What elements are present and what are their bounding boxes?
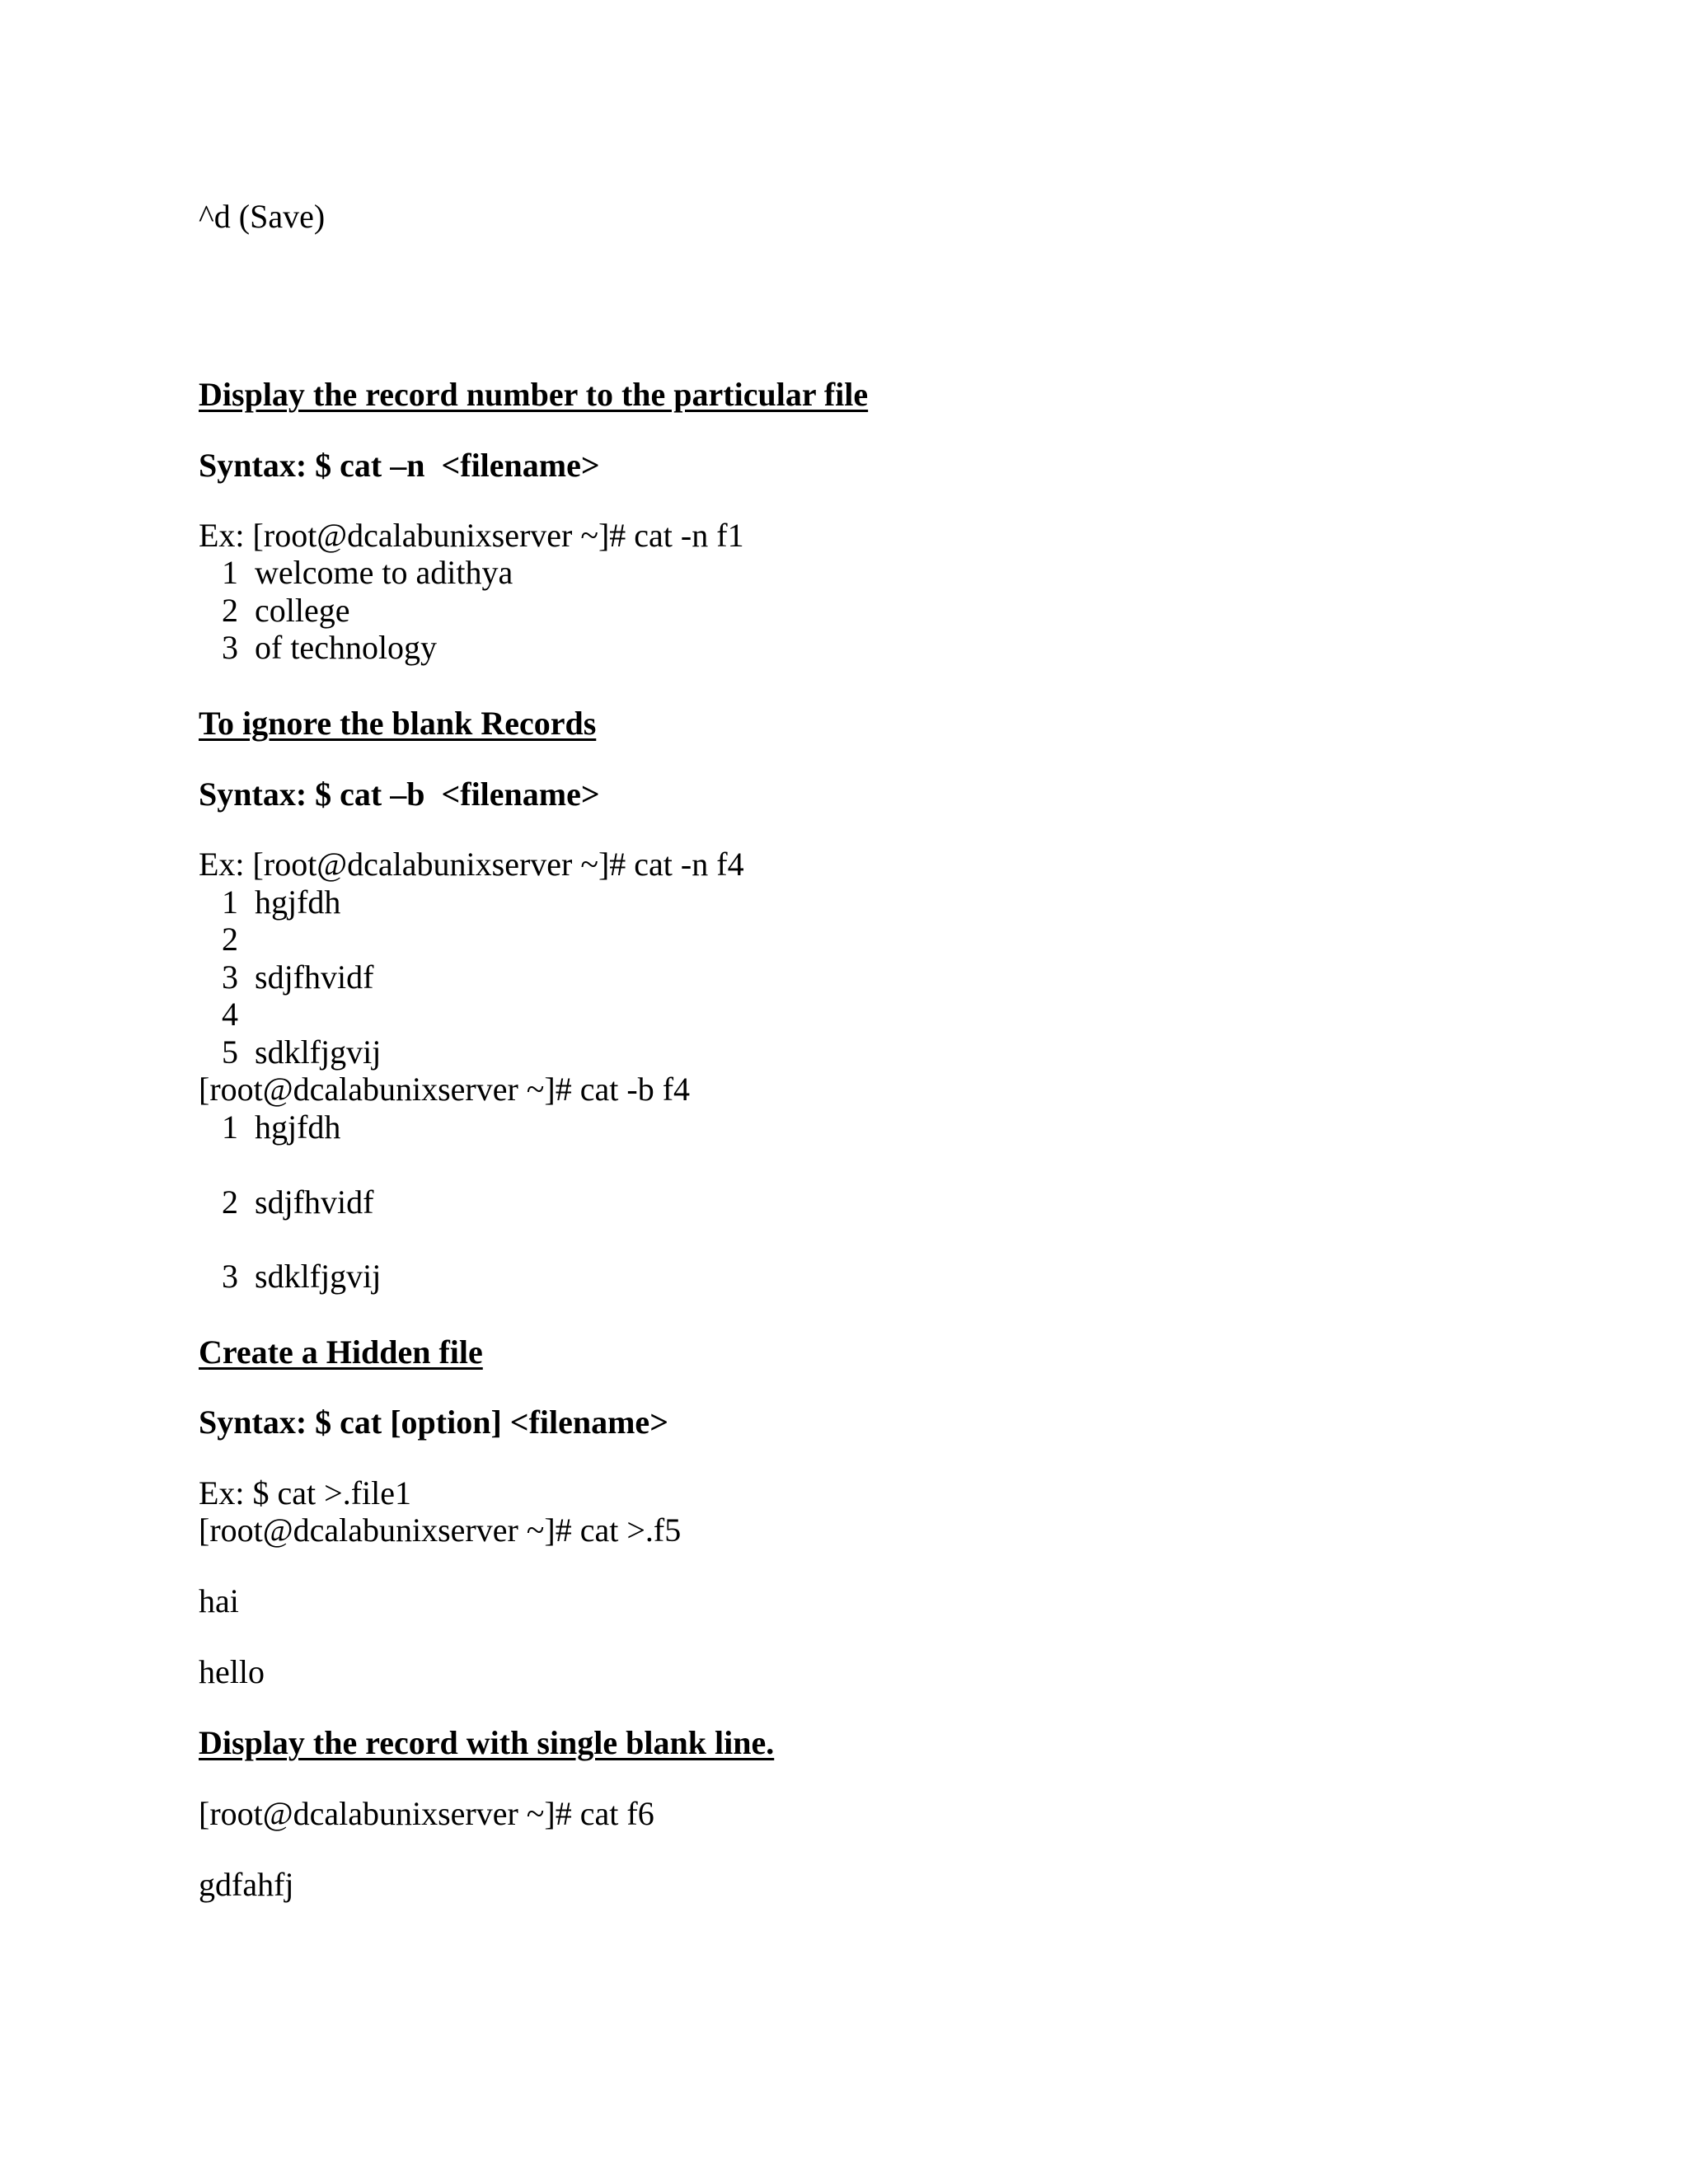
section2-output-line (199, 883, 340, 921)
section2-output-b-line (199, 1258, 381, 1296)
line-number: 3 (222, 1258, 238, 1295)
section2-command-b: [root@dcalabunixserver ~]# cat -b f4 (199, 1071, 691, 1108)
section2-example: Ex: [root@dcalabunixserver ~]# cat -n f4 (199, 846, 744, 883)
line-number: 2 (222, 592, 238, 629)
line-number: 1 (222, 554, 238, 591)
line-number: 4 (222, 996, 238, 1033)
section4-text-line: gdfahfj (199, 1866, 294, 1903)
line-text: sdklfjgvij (255, 1033, 382, 1071)
section2-heading: To ignore the blank Records (199, 705, 597, 742)
line-text: welcome to adithya (255, 554, 513, 591)
save-note: ^d (Save) (199, 198, 326, 235)
section1-output-line (199, 592, 350, 630)
section3-text-line: hello (199, 1653, 265, 1690)
line-number: 1 (222, 883, 238, 921)
section4-heading: Display the record with single blank line. (199, 1724, 775, 1761)
line-number: 3 (222, 629, 238, 666)
section3-heading: Create a Hidden file (199, 1333, 483, 1371)
section2-output-line (199, 1033, 381, 1071)
line-text: sdjfhvidf (255, 1183, 374, 1221)
section1-heading: Display the record number to the particular file (199, 376, 869, 413)
line-number: 3 (222, 958, 238, 996)
section3-text-line: hai (199, 1582, 239, 1619)
line-number: 1 (222, 1108, 238, 1146)
line-number: 2 (222, 921, 238, 958)
line-text: hgjfdh (255, 1108, 341, 1146)
section2-output-b-line (199, 1183, 373, 1221)
line-number: 2 (222, 1183, 238, 1221)
section3-example: Ex: $ cat >.file1 (199, 1474, 412, 1511)
section3-syntax: Syntax: $ cat [option] <filename> (199, 1404, 668, 1441)
section2-output-line (199, 996, 255, 1033)
line-text: hgjfdh (255, 883, 341, 921)
line-text: sdjfhvidf (255, 958, 374, 996)
line-text: sdklfjgvij (255, 1258, 382, 1295)
section2-syntax: Syntax: $ cat –b <filename> (199, 776, 600, 813)
section2-output-line (199, 921, 255, 958)
section1-syntax: Syntax: $ cat –n <filename> (199, 447, 600, 484)
line-text: of technology (255, 629, 438, 666)
section1-example: Ex: [root@dcalabunixserver ~]# cat -n f1 (199, 517, 744, 554)
section2-output-b-line (199, 1108, 340, 1146)
section1-output-line (199, 554, 513, 592)
line-number: 5 (222, 1033, 238, 1071)
section3-command: [root@dcalabunixserver ~]# cat >.f5 (199, 1511, 682, 1549)
line-text: college (255, 592, 350, 629)
section2-output-line (199, 958, 373, 996)
section1-output-line (199, 629, 437, 667)
section4-command: [root@dcalabunixserver ~]# cat f6 (199, 1795, 654, 1832)
